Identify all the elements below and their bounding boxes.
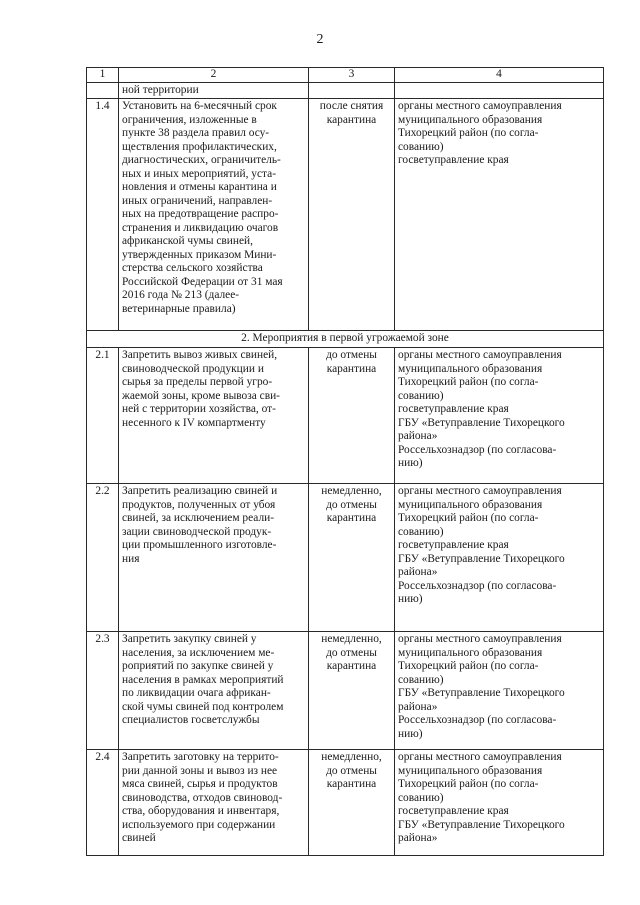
term-text [309,750,395,856]
action-text-line: населения, за исключением ме- [122,646,275,659]
action-text-line: новления и отмены карантина и [122,181,277,193]
table-row [87,484,604,632]
action-text-line: Установить на 6-месячный срок [122,100,277,112]
action-text [119,632,309,750]
action-text-line: зации свиноводческой продук- [122,525,272,538]
term-text [309,99,395,331]
executor-text-line: Россельхознадзор (по согласова- [398,714,557,726]
term-text-line: карантина [326,362,377,375]
action-text-line: Российской Федерации от 31 мая [122,275,283,288]
term-text [309,348,395,484]
action-text-line: продуктов, полученных от убоя [122,498,276,511]
executor-text-line: нию) [398,727,423,740]
continuation-row [87,82,604,99]
executor-text-line: муниципального образования [398,764,543,777]
row-number: 2.4 [87,750,119,856]
executor-text-line: Тихорецкий район (по согла- [398,660,539,672]
term-text-line: немедленно, [321,751,382,763]
executor-text-line: органы местного самоуправления [398,349,562,361]
term-text-line: карантина [326,113,377,126]
executor-text [395,750,604,856]
action-text-line: странения и ликвидацию очагов [122,221,279,234]
executor-text-line: Тихорецкий район (по согла- [398,778,539,790]
action-text [119,348,309,484]
continuation-text: ной территории [119,82,309,99]
executor-text-line: муниципального образования [398,113,543,126]
executor-text-line: органы местного самоуправления [398,751,562,763]
action-text-line: населения в рамках мероприятий [122,673,284,686]
executor-text-line: ГБУ «Ветуправление Тихорецкого [398,552,565,565]
action-text [119,484,309,632]
action-text-line: свиней, за исключением реали- [122,512,275,524]
action-text-line: ния [122,552,140,565]
executor-text-line: госветуправление края [398,154,509,166]
executor-text-line: органы местного самоуправления [398,485,562,497]
term-text [309,632,395,750]
section-row [87,331,604,348]
term-text-line: до отмены [326,646,377,659]
executor-text-line: района» [398,566,438,578]
term-text-line: карантина [326,512,377,524]
action-text-line: мяса свиней, сырья и продуктов [122,778,278,790]
executor-text-line: муниципального образования [398,362,543,375]
action-text-line: ней с территории хозяйства, от- [122,403,276,415]
executor-text-line: нию) [398,593,423,605]
term-text-line: немедленно, [321,485,382,497]
measures-table [86,67,604,856]
executor-text-line: района» [398,832,438,844]
action-text-line: Запретить реализацию свиней и [122,485,278,497]
page-number: 2 [316,32,324,47]
action-text-line: ветеринарные правила) [122,302,236,315]
term-text-line: до отмены [326,498,377,511]
executor-text-line: сованию) [398,791,444,804]
action-text-line: иных ограничений, направлен- [122,194,273,207]
executor-text-line: ГБУ «Ветуправление Тихорецкого [398,818,565,831]
term-text [309,484,395,632]
executor-text-line: сованию) [398,140,444,153]
executor-text-line: муниципального образования [398,498,543,511]
table-row [87,750,604,856]
executor-text [395,99,604,331]
executor-text-line: Тихорецкий район (по согла- [398,376,539,388]
executor-text-line: нию) [398,457,423,469]
table-row [87,99,604,331]
action-text-line: сырья за пределы первой угро- [122,376,273,388]
executor-text-line: госветуправление края [398,539,509,551]
action-text-line: стерства сельского хозяйства [122,262,263,274]
executor-text-line: Тихорецкий район (по согла- [398,127,539,139]
executor-text-line: сованию) [398,389,444,402]
row-number: 2.3 [87,632,119,750]
executor-text [395,348,604,484]
executor-text-line: сованию) [398,673,444,686]
term-text-line: до отмены [326,349,377,361]
term-text-line: до отмены [326,764,377,777]
action-text-line: Запретить закупку свиней у [122,633,257,645]
executor-text-line: района» [398,430,438,442]
action-text-line: диагностических, ограничитель- [122,154,281,166]
action-text-line: роприятий по закупке свиней у [122,660,274,672]
executor-text-line: Россельхознадзор (по согласова- [398,443,557,456]
executor-text-line: муниципального образования [398,646,543,659]
header-col-1: 1 [87,68,119,83]
table-row [87,632,604,750]
action-text-line: жаемой зоны, кроме вывоза сви- [122,389,280,402]
executor-text-line: ГБУ «Ветуправление Тихорецкого [398,416,565,429]
action-text-line: ных на предотвращение распро- [122,208,279,220]
action-text [119,750,309,856]
header-col-3: 3 [309,68,395,83]
action-text-line: ных и иных мероприятий, уста- [122,167,276,180]
row-number: 2.1 [87,348,119,484]
row-number: 2.2 [87,484,119,632]
action-text-line: ограничения, изложенные в [122,113,257,126]
section-title: 2. Мероприятия в первой угрожаемой зоне [87,331,604,348]
table-row [87,348,604,484]
executor-text-line: органы местного самоуправления [398,633,562,645]
action-text-line: используемого при содержании [122,818,276,831]
action-text-line: ществления профилактических, [122,140,277,153]
executor-text-line: сованию) [398,525,444,538]
action-text-line: ции промышленного изготовле- [122,539,277,551]
term-text-line: карантина [326,660,377,672]
executor-text-line: госветуправление края [398,805,509,817]
term-text-line: после снятия [319,100,384,112]
executor-text [395,632,604,750]
term-text-line: карантина [326,778,377,790]
executor-text-line: района» [398,700,438,713]
header-col-4: 4 [395,68,604,83]
action-text-line: свиноводческой продукции и [122,362,264,375]
action-text-line: свиноводства, отходов свиновод- [122,791,283,804]
action-text-line: свиней [122,832,156,844]
executor-text [395,484,604,632]
table-header-row [87,68,604,83]
action-text-line: несенного к IV компартменту [122,416,266,429]
action-text-line: африканской чумы свиней, [122,235,253,247]
action-text-line: рии данной зоны и вывоз из нее [122,764,278,777]
executor-text-line: органы местного самоуправления [398,100,562,112]
executor-text-line: Россельхознадзор (по согласова- [398,579,557,592]
executor-text-line: ГБУ «Ветуправление Тихорецкого [398,687,565,699]
action-text-line: по ликвидации очага африкан- [122,687,271,699]
action-text-line: утвержденных приказом Мини- [122,248,277,261]
term-text-line: немедленно, [321,633,382,645]
action-text-line: Запретить заготовку на террито- [122,751,279,763]
action-text-line: Запретить вывоз живых свиней, [122,349,278,361]
action-text-line: специалистов госветслужбы [122,714,260,726]
action-text-line: 2016 года № 213 (далее- [122,289,240,301]
executor-text-line: Тихорецкий район (по согла- [398,512,539,524]
row-number: 1.4 [87,99,119,331]
action-text [119,99,309,331]
header-col-2: 2 [119,68,309,83]
action-text-line: ской чумы свиней под контролем [122,700,284,713]
action-text-line: ства, оборудования и инвентаря, [122,805,280,817]
action-text-line: пункте 38 раздела правил осу- [122,127,270,139]
executor-text-line: госветуправление края [398,403,509,415]
